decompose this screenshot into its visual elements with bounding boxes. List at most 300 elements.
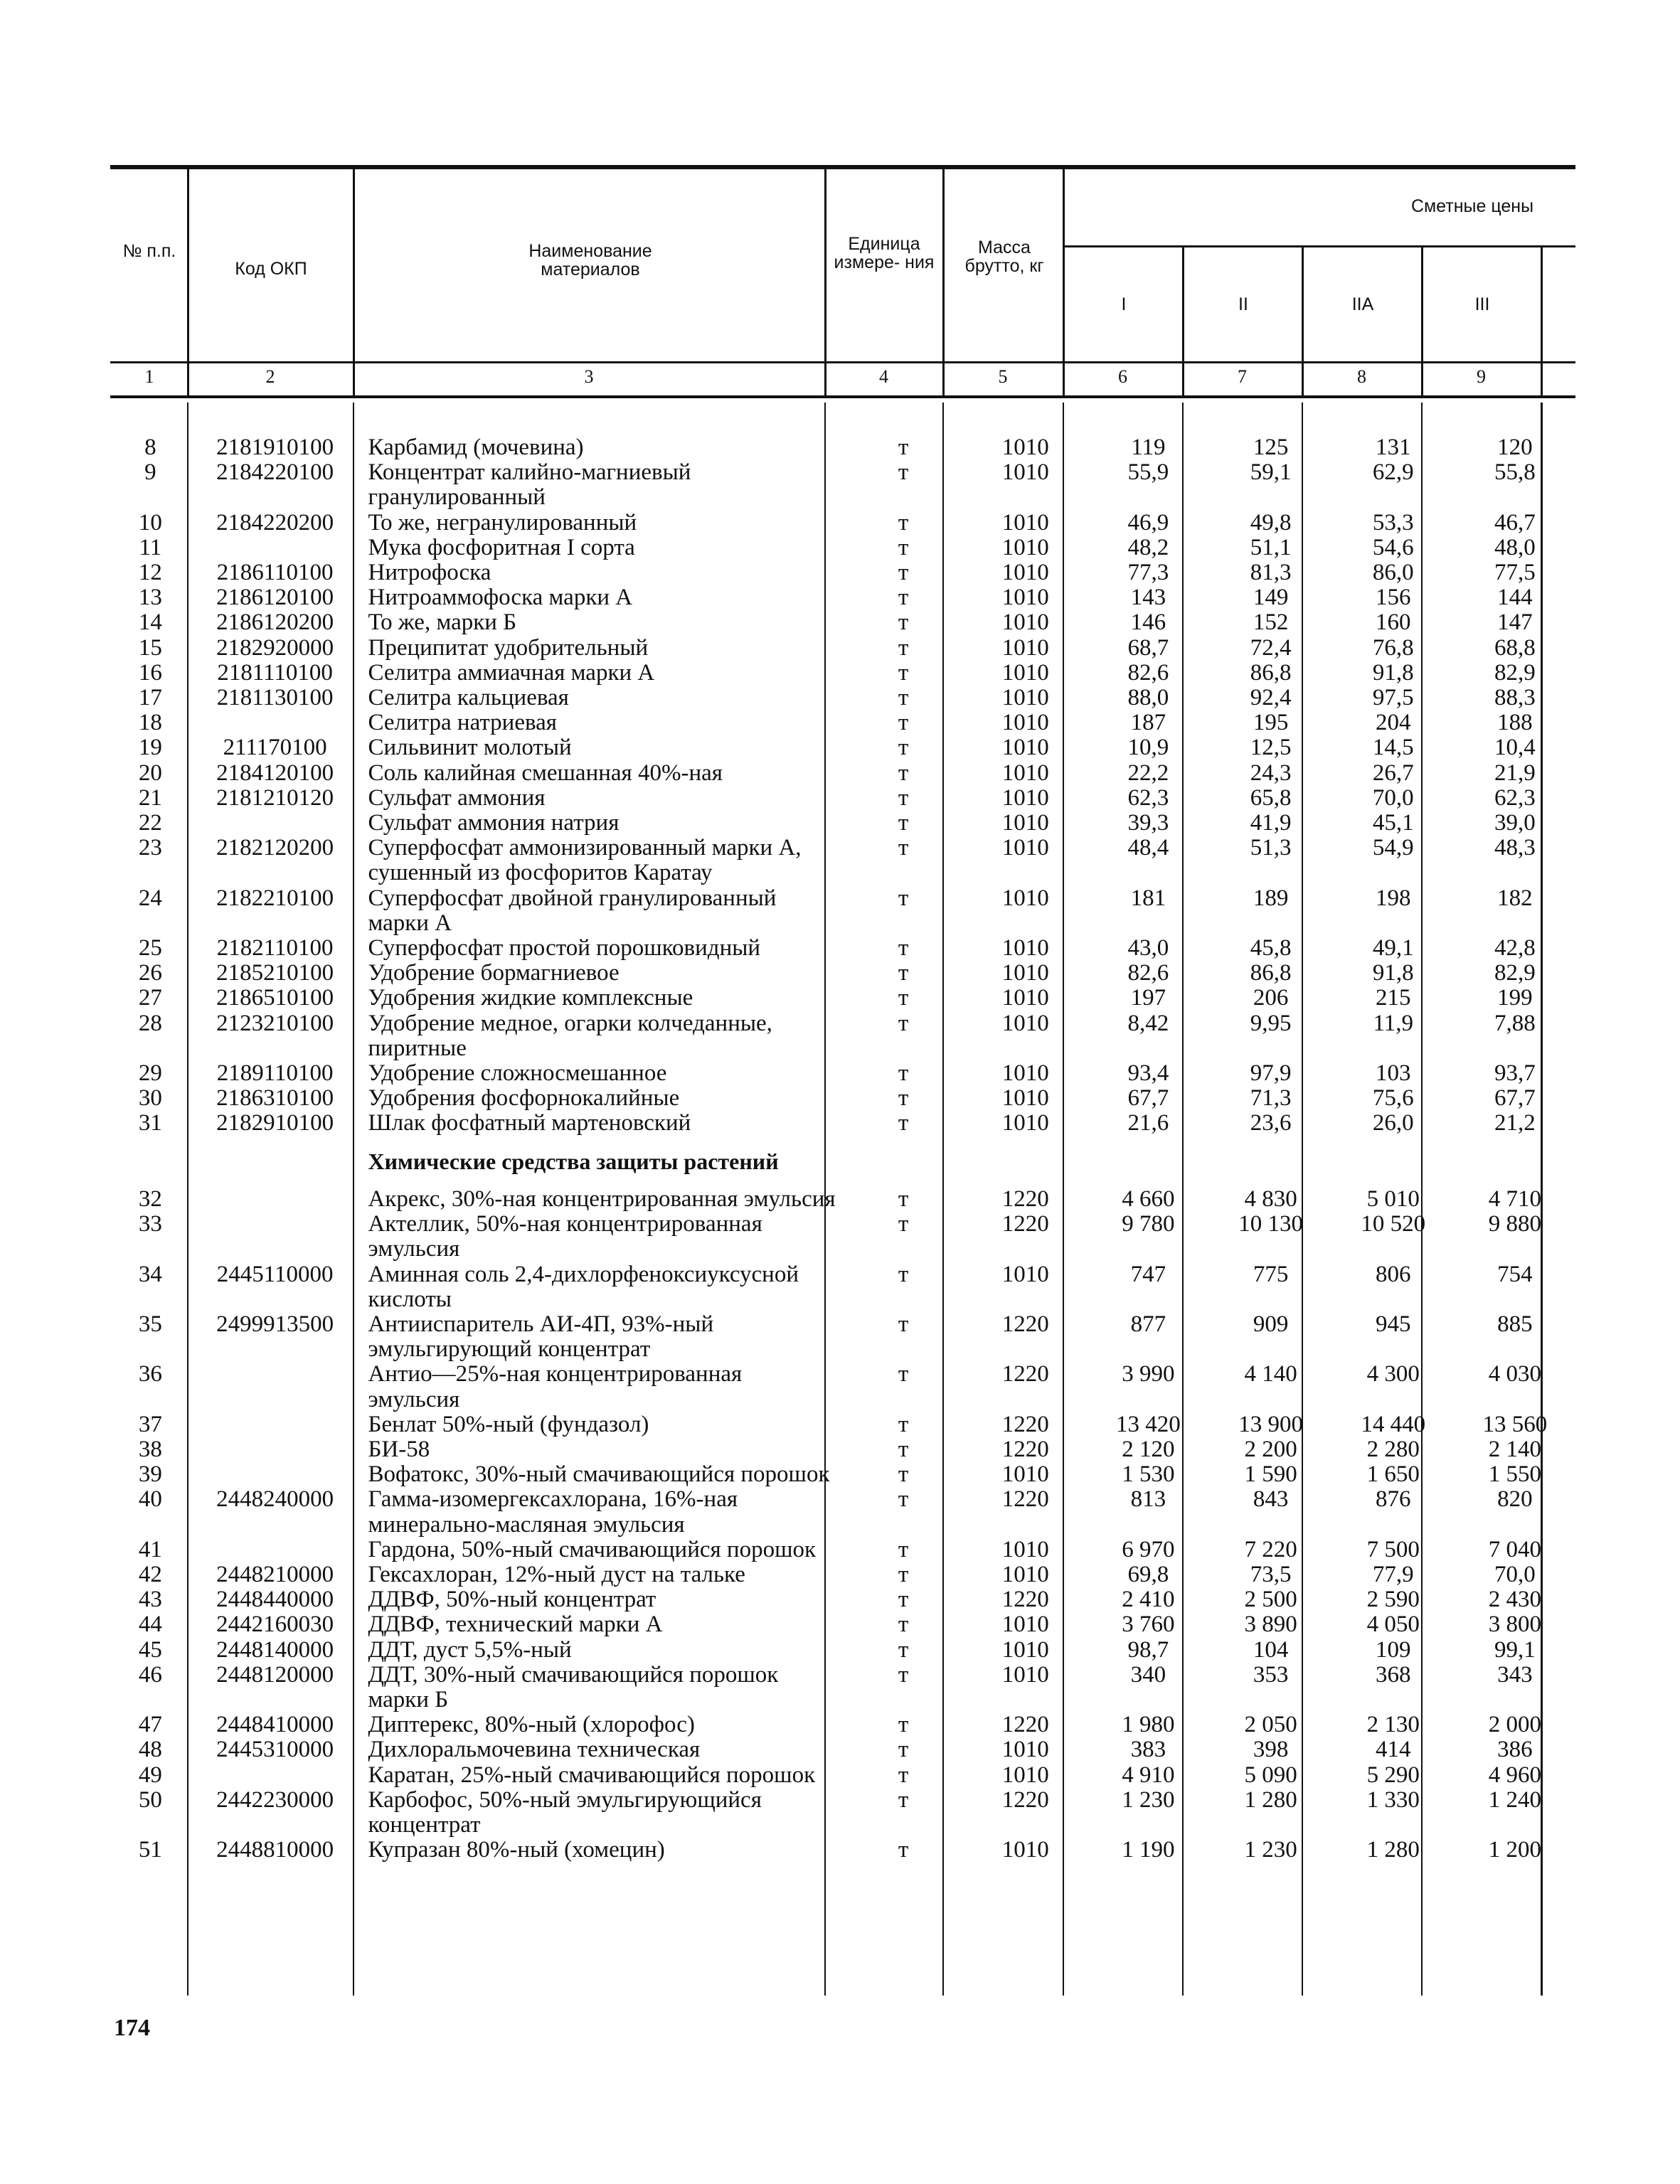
table-row <box>110 1538 1575 1562</box>
gross-mass: 1010 <box>1001 1536 1049 1562</box>
price-zone-1: 98,7 <box>1127 1636 1169 1663</box>
table-row <box>110 735 1575 760</box>
row-number: 33 <box>138 1211 162 1237</box>
gross-mass: 1010 <box>1001 1261 1049 1287</box>
price-zone-1: 1 230 <box>1122 1786 1175 1813</box>
price-zone-4: 2 430 <box>1488 1587 1542 1613</box>
price-zone-3: 54,6 <box>1372 534 1414 560</box>
gross-mass: 1220 <box>1001 1211 1049 1237</box>
price-zone-4: 99,1 <box>1494 1636 1536 1663</box>
price-zone-4: 82,9 <box>1494 659 1536 686</box>
unit-of-measure: т <box>898 1786 909 1813</box>
column-number: 9 <box>1477 366 1486 387</box>
unit-of-measure: т <box>898 1486 909 1513</box>
price-zone-1: 68,7 <box>1127 634 1169 661</box>
unit-of-measure: т <box>898 1311 909 1337</box>
unit-of-measure: т <box>898 960 909 986</box>
column-number: 7 <box>1238 366 1247 387</box>
unit-of-measure: т <box>898 634 909 661</box>
material-name: Суперфосфат аммонизированный марки А, сушенный из фосфоритов Каратау <box>368 835 802 886</box>
material-name: Каратан, 25%-ный смачивающийся порошок <box>368 1762 816 1788</box>
header-divider <box>187 169 189 398</box>
price-zone-2: 86,8 <box>1250 960 1292 986</box>
unit-of-measure: т <box>898 1361 909 1387</box>
okp-code: 2182210100 <box>216 885 334 911</box>
price-zone-4: 2 140 <box>1488 1436 1542 1462</box>
price-zone-1: 3 760 <box>1122 1612 1175 1638</box>
price-zone-1: 9 780 <box>1122 1211 1175 1237</box>
row-number: 42 <box>138 1561 162 1587</box>
price-zone-2: 23,6 <box>1250 1110 1292 1136</box>
price-zone-3: 7 500 <box>1366 1536 1420 1562</box>
price-zone-4: 182 <box>1497 885 1533 911</box>
price-zone-1: 77,3 <box>1127 560 1169 586</box>
price-zone-4: 188 <box>1497 710 1533 736</box>
table-row <box>110 886 1575 936</box>
price-zone-4: 48,0 <box>1494 534 1536 560</box>
price-zone-4: 199 <box>1497 985 1533 1011</box>
row-number: 46 <box>138 1661 162 1688</box>
material-name: Селитра натриевая <box>368 710 557 736</box>
price-zone-4: 7,88 <box>1494 1010 1536 1036</box>
material-name: Удобрение медное, огарки колчеданные, пиритные <box>368 1010 772 1061</box>
gross-mass: 1010 <box>1001 1636 1049 1663</box>
price-zone-2: 10 130 <box>1238 1211 1303 1237</box>
okp-code: 2186310100 <box>216 1085 334 1112</box>
gross-mass: 1010 <box>1001 935 1049 962</box>
price-zone-3: 198 <box>1375 885 1411 911</box>
unit-of-measure: т <box>898 810 909 836</box>
table-row <box>110 1362 1575 1412</box>
price-zone-1: 82,6 <box>1127 659 1169 686</box>
gross-mass: 1010 <box>1001 985 1049 1011</box>
row-number: 17 <box>138 685 162 711</box>
price-zone-3: 215 <box>1375 985 1411 1011</box>
price-zone-1: 67,7 <box>1127 1085 1169 1112</box>
table-row <box>110 1612 1575 1637</box>
material-name: Удобрение сложносмешанное <box>368 1060 667 1087</box>
okp-code: 2499913500 <box>216 1311 334 1337</box>
okp-code: 211170100 <box>223 735 327 761</box>
row-number: 23 <box>138 835 162 861</box>
table-row <box>110 536 1575 560</box>
okp-code <box>191 536 360 560</box>
row-number: 16 <box>138 659 162 686</box>
gross-mass: 1010 <box>1001 760 1049 786</box>
price-zone-3: 414 <box>1375 1737 1411 1763</box>
gross-mass: 1220 <box>1001 1436 1049 1462</box>
price-zone-2: 353 <box>1253 1661 1289 1688</box>
material-name: Нитроаммофоска марки А <box>368 585 633 611</box>
okp-code: 2445110000 <box>216 1261 334 1287</box>
gross-mass: 1010 <box>1001 1085 1049 1112</box>
price-zone-2: 1 230 <box>1244 1837 1297 1863</box>
gross-mass: 1010 <box>1001 585 1049 611</box>
price-zone-2: 775 <box>1253 1261 1289 1287</box>
row-number: 15 <box>138 634 162 661</box>
price-zone-3: 14,5 <box>1372 735 1414 761</box>
price-zone-1: 197 <box>1130 985 1166 1011</box>
price-zone-2: 2 500 <box>1244 1587 1297 1613</box>
gross-mass: 1010 <box>1001 835 1049 861</box>
material-name: Концентрат калийно-магниевый гранулированный <box>368 459 691 511</box>
price-zone-2: 12,5 <box>1250 735 1292 761</box>
price-zone-4: 1 550 <box>1488 1461 1542 1488</box>
price-zone-2: 71,3 <box>1250 1085 1292 1112</box>
okp-code <box>191 1412 360 1437</box>
price-zone-1: 82,6 <box>1127 960 1169 986</box>
column-number: 6 <box>1118 366 1127 387</box>
row-number: 36 <box>138 1361 162 1387</box>
material-name: Гексахлоран, 12%-ный дуст на тальке <box>368 1561 745 1587</box>
prices-subheader-rule <box>1064 245 1575 247</box>
price-zone-3: 2 280 <box>1366 1436 1420 1462</box>
table-row <box>110 986 1575 1011</box>
section-row <box>110 1136 1575 1187</box>
table-row <box>110 585 1575 610</box>
price-zone-4: 62,3 <box>1494 784 1536 811</box>
materials-table <box>110 435 1575 1863</box>
row-number: 30 <box>138 1085 162 1112</box>
price-zone-2: 86,8 <box>1250 659 1292 686</box>
unit-of-measure: т <box>898 1737 909 1763</box>
price-zone-3: 26,0 <box>1372 1110 1414 1136</box>
column-numbers-top-rule <box>110 361 1575 363</box>
column-number: 5 <box>998 366 1008 387</box>
unit-of-measure: т <box>898 985 909 1011</box>
unit-of-measure: т <box>898 534 909 560</box>
header-divider <box>1063 169 1065 398</box>
gross-mass: 1220 <box>1001 1311 1049 1337</box>
price-zone-3: 14 440 <box>1361 1411 1426 1437</box>
material-name: ДДВФ, технический марки А <box>368 1612 663 1638</box>
price-zone-1: 1 980 <box>1122 1712 1175 1738</box>
okp-code <box>191 1212 360 1262</box>
price-zone-1: 43,0 <box>1127 935 1169 962</box>
page-number: 174 <box>114 2015 150 2041</box>
row-number: 11 <box>139 534 162 560</box>
price-zone-1: 1 530 <box>1122 1461 1175 1488</box>
unit-of-measure: т <box>898 1612 909 1638</box>
price-zone-3: 5 290 <box>1366 1762 1420 1788</box>
price-zone-3: 62,9 <box>1372 459 1414 486</box>
okp-code: 2448410000 <box>216 1712 334 1738</box>
price-zone-2: 909 <box>1253 1311 1289 1337</box>
unit-of-measure: т <box>898 1411 909 1437</box>
okp-code: 2186110100 <box>216 560 334 586</box>
price-zone-2: 1 280 <box>1244 1786 1297 1813</box>
okp-code: 2184120100 <box>216 760 334 786</box>
price-zone-4: 21,9 <box>1494 760 1536 786</box>
okp-code: 2448440000 <box>216 1587 334 1613</box>
price-zone-1: 69,8 <box>1127 1561 1169 1587</box>
price-zone-2: 125 <box>1253 435 1289 460</box>
unit-of-measure: т <box>898 435 909 460</box>
unit-of-measure: т <box>898 1436 909 1462</box>
table-row <box>110 560 1575 585</box>
unit-of-measure: т <box>898 760 909 786</box>
table-row <box>110 460 1575 510</box>
unit-of-measure: т <box>898 560 909 586</box>
price-zone-2: 206 <box>1253 985 1289 1011</box>
header-prices: Сметные цены <box>1410 196 1534 216</box>
unit-of-measure: т <box>898 459 909 486</box>
price-zone-2: 24,3 <box>1250 760 1292 786</box>
material-name: Преципитат удобрительный <box>368 634 649 661</box>
unit-of-measure: т <box>898 1010 909 1036</box>
material-name: Сульфат аммония натрия <box>368 810 620 836</box>
price-zone-4: 68,8 <box>1494 634 1536 661</box>
okp-code <box>191 1362 360 1412</box>
material-name: Суперфосфат простой порошковидный <box>368 935 761 962</box>
table-row <box>110 686 1575 710</box>
row-number: 9 <box>144 459 156 486</box>
material-name: Шлак фосфатный мартеновский <box>368 1110 691 1136</box>
price-zone-4: 7 040 <box>1488 1536 1542 1562</box>
price-zone-3: 160 <box>1375 609 1411 636</box>
row-number: 40 <box>138 1486 162 1513</box>
okp-code: 2181210120 <box>216 784 334 811</box>
unit-of-measure: т <box>898 585 909 611</box>
unit-of-measure: т <box>898 935 909 962</box>
okp-code: 2181110100 <box>217 659 333 686</box>
table-row <box>110 1061 1575 1086</box>
price-zone-4: 21,2 <box>1494 1110 1536 1136</box>
price-zone-3: 86,0 <box>1372 560 1414 586</box>
gross-mass: 1010 <box>1001 1762 1049 1788</box>
material-name: Селитра аммиачная марки А <box>368 659 655 686</box>
price-zone-3: 5 010 <box>1366 1186 1420 1212</box>
price-zone-1: 48,4 <box>1127 835 1169 861</box>
price-zone-4: 9 880 <box>1488 1211 1542 1237</box>
price-zone-3: 91,8 <box>1372 960 1414 986</box>
price-zone-4: 4 960 <box>1488 1762 1542 1788</box>
okp-code <box>191 1763 360 1788</box>
okp-code: 2186510100 <box>216 985 334 1011</box>
price-zone-1: 146 <box>1130 609 1166 636</box>
price-zone-4: 46,7 <box>1494 509 1536 536</box>
row-number: 25 <box>138 935 162 962</box>
header-col-code: Код ОКП <box>235 259 307 279</box>
gross-mass: 1220 <box>1001 1786 1049 1813</box>
row-number: 19 <box>138 735 162 761</box>
price-zone-4: 2 000 <box>1488 1712 1542 1738</box>
price-zone-3: 53,3 <box>1372 509 1414 536</box>
table-row <box>110 1838 1575 1863</box>
gross-mass: 1010 <box>1001 784 1049 811</box>
row-number: 32 <box>138 1186 162 1212</box>
price-zone-4: 885 <box>1497 1311 1533 1337</box>
price-zone-2: 1 590 <box>1244 1461 1297 1488</box>
okp-code: 2185210100 <box>216 960 334 986</box>
table-top-rule <box>110 165 1575 169</box>
price-zone-1: 383 <box>1130 1737 1166 1763</box>
price-zone-2: 5 090 <box>1244 1762 1297 1788</box>
okp-code: 2442230000 <box>216 1786 334 1813</box>
price-zone-3: 10 520 <box>1361 1211 1426 1237</box>
table-row <box>110 1737 1575 1762</box>
okp-code: 2182920000 <box>216 634 334 661</box>
table-row <box>110 761 1575 786</box>
row-number: 41 <box>138 1536 162 1562</box>
row-number: 27 <box>138 985 162 1011</box>
price-zone-4: 93,7 <box>1494 1060 1536 1087</box>
material-name: Карбофос, 50%-ный эмульгирующийся концентрат <box>368 1786 762 1838</box>
price-zone-4: 67,7 <box>1494 1085 1536 1112</box>
okp-code <box>191 1462 360 1487</box>
price-zone-4: 1 200 <box>1488 1837 1542 1863</box>
price-zone-2: 81,3 <box>1250 560 1292 586</box>
table-row <box>110 1011 1575 1061</box>
price-zone-1: 39,3 <box>1127 810 1169 836</box>
row-number: 47 <box>138 1712 162 1738</box>
okp-code: 2189110100 <box>216 1060 334 1087</box>
price-zone-4: 77,5 <box>1494 560 1536 586</box>
table-row <box>110 1763 1575 1788</box>
unit-of-measure: т <box>898 609 909 636</box>
table-row <box>110 1712 1575 1737</box>
price-zone-2: 92,4 <box>1250 685 1292 711</box>
price-zone-2: 9,95 <box>1250 1010 1292 1036</box>
gross-mass: 1220 <box>1001 1587 1049 1613</box>
price-zone-2: 73,5 <box>1250 1561 1292 1587</box>
table-row <box>110 1487 1575 1537</box>
gross-mass: 1010 <box>1001 960 1049 986</box>
material-name: То же, марки Б <box>368 609 517 636</box>
price-zone-2: 51,3 <box>1250 835 1292 861</box>
price-zone-2: 189 <box>1253 885 1289 911</box>
price-zone-1: 48,2 <box>1127 534 1169 560</box>
material-name: Гамма-изомергексахлорана, 16%-ная минерально-масляная эмульсия <box>368 1486 738 1538</box>
unit-of-measure: т <box>898 1661 909 1688</box>
material-name: Диптерекс, 80%-ный (хлорофос) <box>368 1712 695 1738</box>
material-name: Удобрения жидкие комплексные <box>368 985 693 1011</box>
okp-code: 2445310000 <box>216 1737 334 1763</box>
price-zone-2: 2 050 <box>1244 1712 1297 1738</box>
okp-code: 2184220200 <box>216 509 334 536</box>
table-row <box>110 936 1575 961</box>
price-zone-1: 747 <box>1130 1261 1166 1287</box>
okp-code: 2181130100 <box>216 685 334 711</box>
unit-of-measure: т <box>898 1636 909 1663</box>
price-zone-3: 368 <box>1375 1661 1411 1688</box>
price-zone-3: 75,6 <box>1372 1085 1414 1112</box>
material-name: Карбамид (мочевина) <box>368 435 584 460</box>
header-divider <box>824 169 826 398</box>
price-zone-4: 70,0 <box>1494 1561 1536 1587</box>
price-zone-4: 10,4 <box>1494 735 1536 761</box>
price-zone-1: 877 <box>1130 1311 1166 1337</box>
unit-of-measure: т <box>898 509 909 536</box>
price-zone-3: 1 650 <box>1366 1461 1420 1488</box>
price-zone-1: 813 <box>1130 1486 1166 1513</box>
price-zone-3: 97,5 <box>1372 685 1414 711</box>
row-number: 49 <box>138 1762 162 1788</box>
price-zone-4: 1 240 <box>1488 1786 1542 1813</box>
gross-mass: 1220 <box>1001 1486 1049 1513</box>
row-number: 13 <box>138 585 162 611</box>
gross-mass: 1010 <box>1001 1561 1049 1587</box>
material-name: Удобрение бормагниевое <box>368 960 620 986</box>
unit-of-measure: т <box>898 710 909 736</box>
row-number: 31 <box>138 1110 162 1136</box>
price-zone-4: 42,8 <box>1494 935 1536 962</box>
price-zone-2: 97,9 <box>1250 1060 1292 1087</box>
table-row <box>110 511 1575 536</box>
table-row <box>110 1312 1575 1362</box>
material-name: Дихлоральмочевина техническая <box>368 1737 701 1763</box>
gross-mass: 1220 <box>1001 1361 1049 1387</box>
price-zone-3: 76,8 <box>1372 634 1414 661</box>
gross-mass: 1010 <box>1001 1461 1049 1488</box>
table-row <box>110 1262 1575 1312</box>
price-zone-4: 754 <box>1497 1261 1533 1287</box>
header-col-name: Наименование материалов <box>528 241 652 279</box>
material-name: Купразан 80%-ный (хомецин) <box>368 1837 665 1863</box>
price-zone-2: 2 200 <box>1244 1436 1297 1462</box>
gross-mass: 1010 <box>1001 1060 1049 1087</box>
gross-mass: 1010 <box>1001 735 1049 761</box>
table-row <box>110 1212 1575 1262</box>
gross-mass: 1010 <box>1001 1612 1049 1638</box>
gross-mass: 1010 <box>1001 1661 1049 1688</box>
table-row <box>110 786 1575 811</box>
row-number: 48 <box>138 1737 162 1763</box>
price-zone-1: 8,42 <box>1127 1010 1169 1036</box>
price-zone-3: 26,7 <box>1372 760 1414 786</box>
material-name: Мука фосфоритная I сорта <box>368 534 635 560</box>
unit-of-measure: т <box>898 835 909 861</box>
price-zone-2: 72,4 <box>1250 634 1292 661</box>
price-zone-3: 806 <box>1375 1261 1411 1287</box>
row-number: 26 <box>138 960 162 986</box>
unit-of-measure: т <box>898 1085 909 1112</box>
okp-code: 2182110100 <box>216 935 334 962</box>
price-zone-3: 2 130 <box>1366 1712 1420 1738</box>
material-name: Вофатокс, 30%-ный смачивающийся порошок <box>368 1461 830 1488</box>
material-name: Аминная соль 2,4-дихлорфеноксиуксусной кислоты <box>368 1261 799 1312</box>
price-zone-4: 3 800 <box>1488 1612 1542 1638</box>
price-zone-3: 109 <box>1375 1636 1411 1663</box>
price-zone-2: 398 <box>1253 1737 1289 1763</box>
unit-of-measure: т <box>898 1587 909 1613</box>
unit-of-measure: т <box>898 1837 909 1863</box>
price-zone-3: 49,1 <box>1372 935 1414 962</box>
price-zone-3: 54,9 <box>1372 835 1414 861</box>
gross-mass: 1010 <box>1001 659 1049 686</box>
table-row <box>110 610 1575 635</box>
row-number: 44 <box>138 1612 162 1638</box>
okp-code: 2181910100 <box>216 435 334 460</box>
gross-mass: 1010 <box>1001 685 1049 711</box>
price-zone-1: 55,9 <box>1127 459 1169 486</box>
price-zone-3: 11,9 <box>1373 1010 1413 1036</box>
material-name: Акрекс, 30%-ная концентрированная эмульсия <box>368 1186 836 1212</box>
row-number: 12 <box>138 560 162 586</box>
table-row <box>110 811 1575 836</box>
price-zone-1: 62,3 <box>1127 784 1169 811</box>
gross-mass: 1010 <box>1001 435 1049 460</box>
okp-code: 2448210000 <box>216 1561 334 1587</box>
price-zone-4: 820 <box>1497 1486 1533 1513</box>
row-number: 18 <box>138 710 162 736</box>
table-row <box>110 1587 1575 1612</box>
table-row <box>110 1638 1575 1663</box>
unit-of-measure: т <box>898 1261 909 1287</box>
price-zone-2: 41,9 <box>1250 810 1292 836</box>
column-number: 8 <box>1357 366 1366 387</box>
price-zone-3: 1 280 <box>1366 1837 1420 1863</box>
